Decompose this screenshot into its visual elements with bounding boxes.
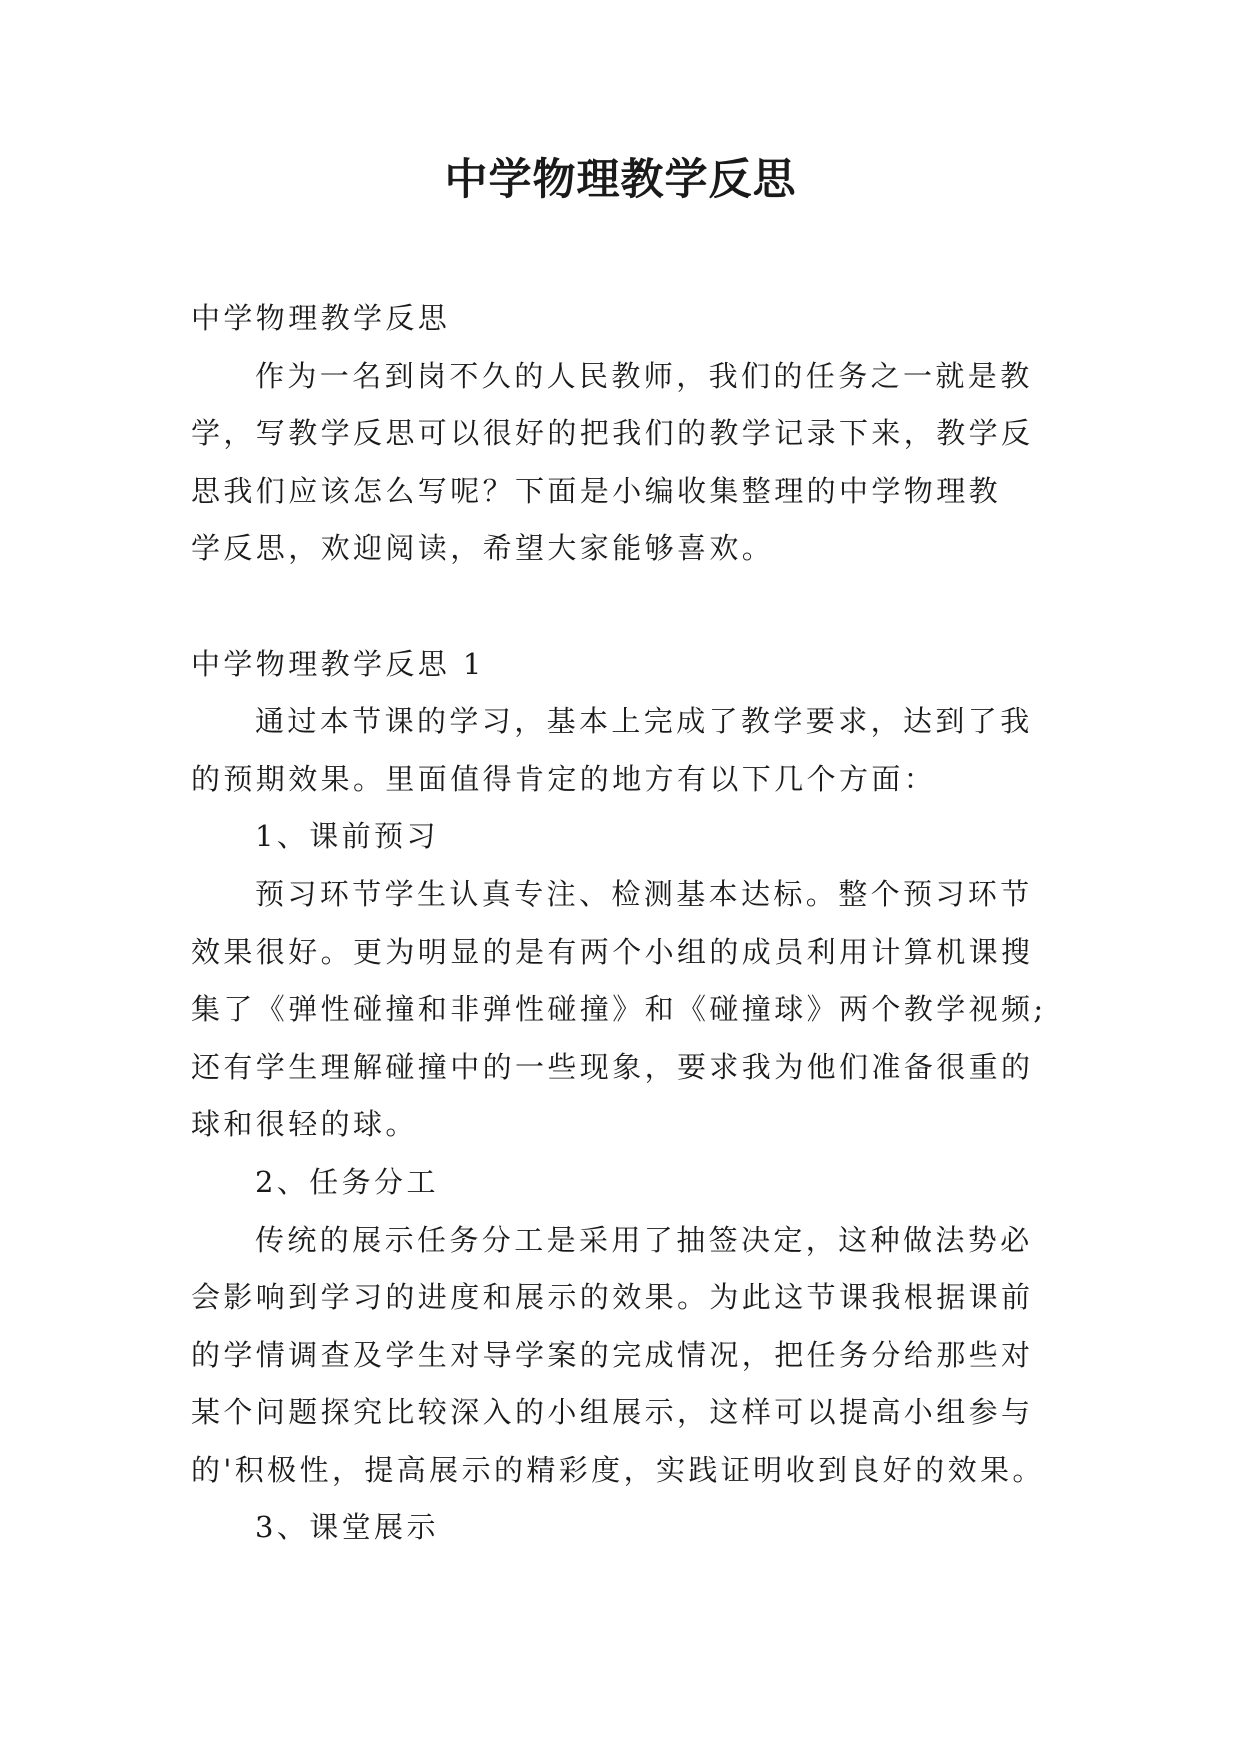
item2-line-3: 的学情调查及学生对导学案的完成情况，把任务分给那些对 [191, 1337, 1034, 1372]
section-line-2: 的预期效果。里面值得肯定的地方有以下几个方面： [191, 761, 937, 796]
intro-line-4: 学反思，欢迎阅读，希望大家能够喜欢。 [191, 531, 775, 566]
item1-line-2: 效果很好。更为明显的是有两个小组的成员利用计算机课搜 [191, 934, 1034, 969]
intro-heading: 中学物理教学反思 [191, 301, 451, 335]
intro-line-2: 学，写教学反思可以很好的把我们的教学记录下来，教学反 [191, 416, 1034, 451]
item1-line-5: 球和很轻的球。 [191, 1107, 418, 1142]
document-body [191, 290, 1071, 1557]
item2-line-4: 某个问题探究比较深入的小组展示，这样可以提高小组参与 [191, 1395, 1034, 1430]
item1-line-3: 集了《弹性碰撞和非弹性碰撞》和《碰撞球》两个教学视频; [191, 992, 1047, 1027]
item2-line-5: 的'积极性，提高展示的精彩度，实践证明收到良好的效果。 [191, 1452, 1045, 1487]
item1-line-1: 预习环节学生认真专注、检测基本达标。整个预习环节 [255, 876, 1033, 911]
item2-line-1: 传统的展示任务分工是采用了抽签决定，这种做法势必 [255, 1222, 1033, 1257]
document-title: 中学物理教学反思 [444, 155, 797, 205]
item-heading-division: 2、任务分工 [255, 1164, 439, 1199]
paragraph-spacer [191, 578, 1071, 636]
item2-line-2: 会影响到学习的进度和展示的效果。为此这节课我根据课前 [191, 1280, 1034, 1315]
intro-line-1: 作为一名到岗不久的人民教师，我们的任务之一就是教 [255, 358, 1033, 393]
section-line-1: 通过本节课的学习，基本上完成了教学要求，达到了我 [255, 704, 1033, 739]
item-heading-preview: 1、课前预习 [255, 819, 439, 854]
item-heading-display: 3、课堂展示 [255, 1510, 439, 1545]
intro-line-3: 思我们应该怎么写呢？下面是小编收集整理的中学物理教 [191, 473, 1002, 508]
item1-line-4: 还有学生理解碰撞中的一些现象，要求我为他们准备很重的 [191, 1049, 1034, 1084]
section-heading: 中学物理教学反思 1 [191, 646, 485, 681]
